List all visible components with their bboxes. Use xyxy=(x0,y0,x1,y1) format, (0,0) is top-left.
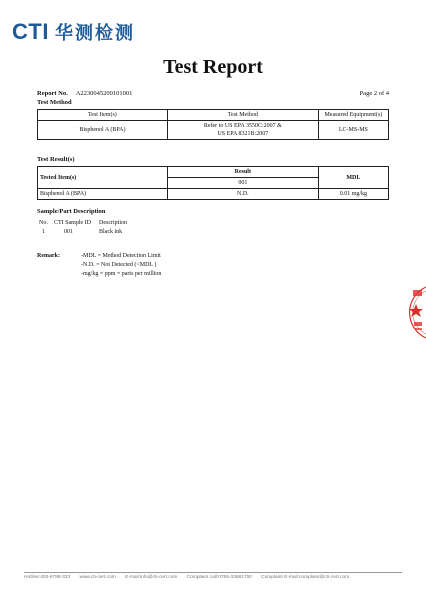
footer-website: www.cti-cert.com xyxy=(79,575,116,580)
test-results-heading: Test Result(s) xyxy=(37,156,75,163)
table-cell-item: Bisphenol A (BPA) xyxy=(38,121,168,140)
sample-id: 001 xyxy=(64,229,73,235)
sample-header-cell: Description xyxy=(99,220,127,226)
sample-description: Black ink xyxy=(99,229,123,235)
sample-header-cell: CTI Sample ID xyxy=(54,220,91,226)
table-cell-equipment: LC-MS-MS xyxy=(318,121,388,140)
list-item xyxy=(39,228,127,237)
logo-chinese-text: 华测检测 xyxy=(54,23,135,44)
table-row xyxy=(38,189,389,200)
report-no-value: A2230045200101001 xyxy=(75,90,133,97)
sample-header-row xyxy=(39,219,127,228)
table-header-cell: Test Item(s) xyxy=(38,110,168,121)
sample-header-cell: No. xyxy=(39,220,48,226)
footer-email: E-mail:info@cti-cert.com xyxy=(125,575,178,580)
logo-cti-text: CTI xyxy=(12,19,49,44)
remark-lines xyxy=(81,252,161,279)
method-line: US EPA 8321B:2007 xyxy=(217,131,269,138)
sample-id-cell: 001 xyxy=(167,178,318,189)
test-method-heading: Test Method xyxy=(37,99,72,106)
remark-line: -MDL = Method Detection Limit xyxy=(81,253,161,259)
company-logo xyxy=(12,20,135,44)
page-indicator: Page 2 of 4 xyxy=(359,90,389,97)
method-line: Refer to US EPA 3550C:2007 & xyxy=(203,123,282,130)
footer-hotline: Hotline:400-6788-333 xyxy=(24,575,71,580)
table-header-cell: Tested Item(s) xyxy=(38,167,168,189)
page-title: Test Report xyxy=(163,56,263,78)
table-cell-result: N.D. xyxy=(167,189,318,200)
table-header-cell: Test Method xyxy=(167,110,318,121)
report-no-label: Report No. xyxy=(37,90,68,97)
footer-complaint-email: Complaint E-mail:complaint@cti-cert.com xyxy=(261,575,350,580)
table-cell-mdl: 0.01 mg/kg xyxy=(318,189,388,200)
test-results-table xyxy=(37,166,389,200)
report-number xyxy=(37,90,132,97)
table-cell-method xyxy=(167,121,318,140)
sample-description-list xyxy=(39,219,127,237)
table-cell-item: Bisphenol A (BPA) xyxy=(38,189,168,200)
remark-label: Remark: xyxy=(37,253,60,259)
table-header-cell: Measured Equipment(s) xyxy=(318,110,388,121)
test-method-table xyxy=(37,109,389,140)
table-header-cell: MDL xyxy=(318,167,388,189)
table-header-row xyxy=(38,110,389,121)
sample-description-heading: Sample/Part Description xyxy=(37,208,106,215)
footer-complaint-call: Complaint call:0755-33681700 xyxy=(186,575,252,580)
table-row xyxy=(38,121,389,140)
table-header-cell: Result xyxy=(167,167,318,178)
remark-line: -mg/kg = ppm = parts per million xyxy=(81,271,162,277)
sample-no: 1 xyxy=(42,229,45,235)
company-seal-stamp xyxy=(405,285,426,340)
footer xyxy=(24,575,357,580)
table-header-row xyxy=(38,167,389,178)
remark-line: -N.D. = Not Detected (<MDL ) xyxy=(81,262,157,268)
footer-divider xyxy=(24,572,402,573)
